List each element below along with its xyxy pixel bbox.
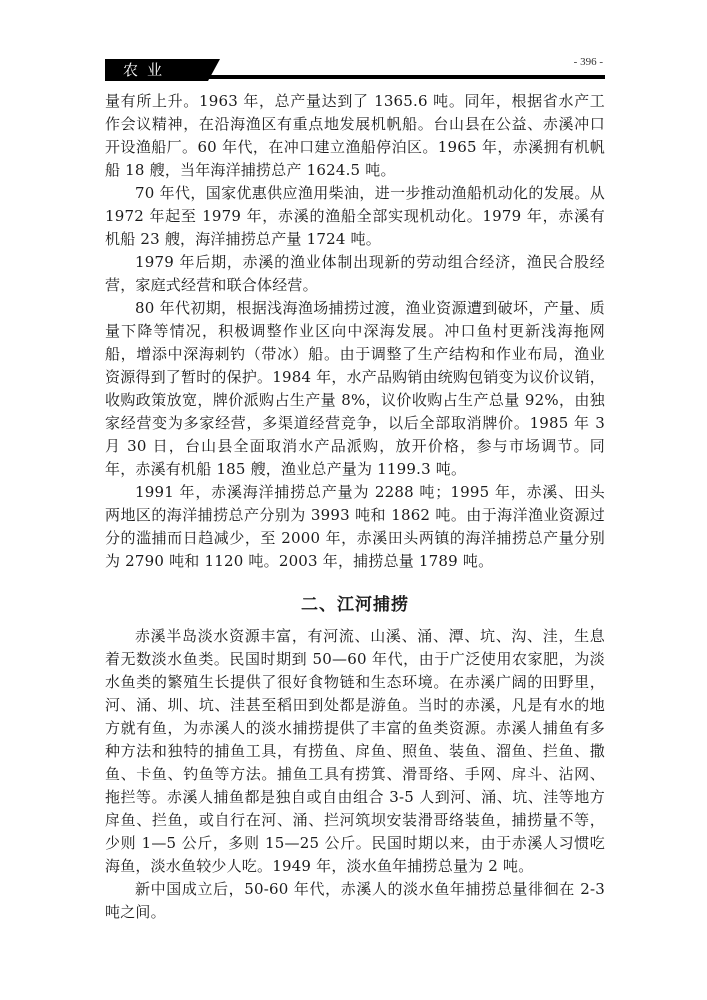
paragraph: 1991 年，赤溪海洋捕捞总产量为 2288 吨；1995 年，赤溪、田头两地区的海洋捕捞总产分别为 3993 吨和 1862 吨。由于海洋渔业资源过分的滥捕而日趋减少，至 2000 年，赤溪田头两镇的海洋捕捞总产量分别为 2790 吨和 1120 吨。2003 年，捕捞总量 1789 吨。 bbox=[105, 483, 605, 570]
chapter-label: 农业 bbox=[123, 61, 172, 79]
page-number: - 396 - bbox=[573, 56, 603, 68]
paragraph: 新中国成立后，50-60 年代，赤溪人的淡水鱼年捕捞总量徘徊在 2-3 吨之间。 bbox=[105, 880, 605, 921]
paragraph: 量有所上升。1963 年，总产量达到了 1365.6 吨。同年，根据省水产工作会议精神，在沿海渔区有重点地发展机帆船。台山县在公益、赤溪冲口开设渔船厂。60 年代，在冲口建立渔船停泊区。1965 年，赤溪拥有机帆船 18 艘，当年海洋捕捞总产 1624.5 吨。 bbox=[105, 92, 605, 179]
page-body bbox=[105, 90, 605, 924]
paragraph: 80 年代初期，根据浅海渔场捕捞过渡，渔业资源遭到破坏，产量、质量下降等情况，积极调整作业区向中深海发展。冲口鱼村更新浅海拖网船，增添中深海刺钓（带冰）船。由于调整了生产结构和作业布局，渔业资源得到了暂时的保护。1984 年，水产品购销由统购包销变为议价议销，收购政策放宽，牌价派购占生产量 8%，议价收购占生产总量 92%，由独家经营变为多家经营，多渠道经营竞争，以后全部取消牌价。1985 年 3 月 30 日，台山县全面取消水产品派购，放开价格，参与市场调节。同年，赤溪有机船 185 艘，渔业总产量为 1199.3 吨。 bbox=[105, 299, 605, 478]
header-rule bbox=[208, 75, 605, 79]
page-header bbox=[105, 56, 605, 81]
paragraph: 1979 年后期，赤溪的渔业体制出现新的劳动组合经济，渔民合股经营，家庭式经营和联合体经营。 bbox=[105, 253, 605, 294]
paragraph: 70 年代，国家优惠供应渔用柴油，进一步推动渔船机动化的发展。从 1972 年起至 1979 年，赤溪的渔船全部实现机动化。1979 年，赤溪有机船 23 艘，海洋捕捞总产量 1724 吨。 bbox=[105, 184, 605, 248]
chapter-tab bbox=[105, 59, 208, 81]
paragraph: 赤溪半岛淡水资源丰富，有河流、山溪、涌、潭、坑、沟、洼，生息着无数淡水鱼类。民国时期到 50—60 年代，由于广泛使用农家肥，为淡水鱼类的繁殖生长提供了很好食物链和生态环境。在赤溪广阔的田野里，河、涌、圳、坑、洼甚至稻田到处都是游鱼。当时的赤溪，凡是有水的地方就有鱼，为赤溪人的淡水捕捞提供了丰富的鱼类资源。赤溪人捕鱼有多种方法和独特的捕鱼工具，有捞鱼、戽鱼、照鱼、装鱼、溜鱼、拦鱼、撒鱼、卡鱼、钓鱼等方法。捕鱼工具有捞箕、滑哥络、手网、戽斗、沾网、拖拦等。赤溪人捕鱼都是独自或自由组合 3-5 人到河、涌、坑、洼等地方戽鱼、拦鱼，或自行在河、涌、拦河筑坝安装滑哥络装鱼，捕捞量不等，少则 1—5 公斤，多则 15—25 公斤。民国时期以来，由于赤溪人习惯吃海鱼，淡水鱼较少人吃。1949 年，淡水鱼年捕捞总量为 2 吨。 bbox=[105, 627, 605, 875]
section-title: 二、江河捕捞 bbox=[301, 595, 409, 615]
